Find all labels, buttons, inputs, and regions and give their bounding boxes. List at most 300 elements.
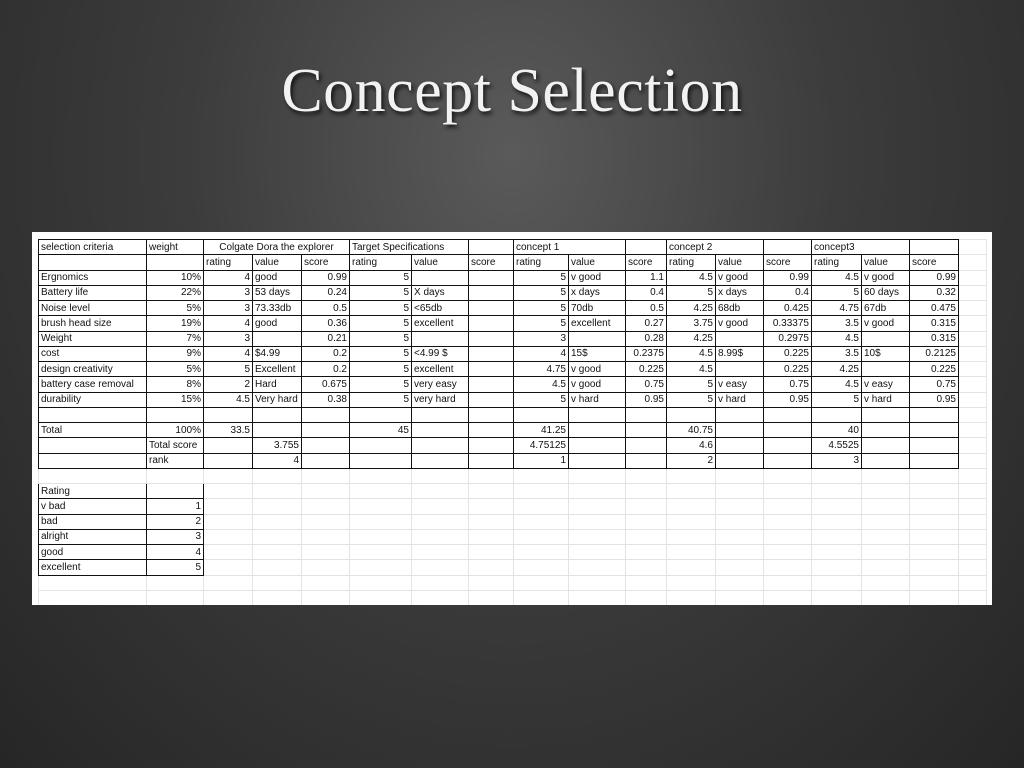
empty-cell — [569, 407, 626, 422]
empty-cell — [716, 590, 764, 605]
data-cell — [469, 346, 514, 361]
data-cell: 4.25 — [667, 301, 716, 316]
empty-cell — [253, 499, 302, 514]
data-cell: 0.21 — [302, 331, 350, 346]
empty-cell — [469, 529, 514, 544]
empty-cell — [667, 484, 716, 499]
data-cell: 1 — [514, 453, 569, 468]
empty-cell — [302, 499, 350, 514]
empty-cell — [469, 514, 514, 529]
empty-cell — [569, 499, 626, 514]
empty-cell — [514, 499, 569, 514]
data-cell — [569, 453, 626, 468]
subheader-cell: value — [412, 255, 469, 270]
empty-cell — [302, 468, 350, 483]
empty-cell — [253, 407, 302, 422]
data-cell: 5 — [350, 316, 412, 331]
data-cell — [253, 331, 302, 346]
empty-cell — [812, 407, 862, 422]
data-cell: v good — [569, 270, 626, 285]
data-cell — [862, 331, 910, 346]
data-cell: 1.1 — [626, 270, 667, 285]
empty-cell — [764, 484, 812, 499]
empty-cell — [959, 362, 987, 377]
empty-cell — [959, 331, 987, 346]
subheader-cell: score — [626, 255, 667, 270]
data-cell — [412, 331, 469, 346]
data-cell: v easy — [716, 377, 764, 392]
empty-cell — [667, 590, 716, 605]
data-cell: 5 — [514, 301, 569, 316]
data-cell: Hard — [253, 377, 302, 392]
data-cell: 45 — [350, 423, 412, 438]
data-cell: v hard — [862, 392, 910, 407]
empty-cell — [812, 575, 862, 590]
data-cell: excellent — [569, 316, 626, 331]
data-cell: Total score — [147, 438, 204, 453]
data-cell: 10% — [147, 270, 204, 285]
empty-cell — [569, 560, 626, 575]
data-cell: 5 — [350, 346, 412, 361]
data-cell: 0.225 — [764, 346, 812, 361]
data-cell: 4 — [204, 346, 253, 361]
data-cell — [350, 453, 412, 468]
data-cell: 5 — [667, 392, 716, 407]
empty-cell — [959, 590, 987, 605]
empty-cell — [667, 468, 716, 483]
table-row — [39, 270, 987, 285]
data-cell — [412, 423, 469, 438]
data-cell — [469, 438, 514, 453]
data-cell: 19% — [147, 316, 204, 331]
rating-key-header: Rating — [39, 484, 147, 499]
data-cell: 3 — [204, 301, 253, 316]
data-cell — [569, 331, 626, 346]
empty-cell — [204, 575, 253, 590]
empty-cell — [862, 468, 910, 483]
empty-cell — [412, 407, 469, 422]
empty-cell — [910, 560, 959, 575]
data-cell — [39, 438, 147, 453]
data-cell: v good — [716, 316, 764, 331]
empty-cell — [910, 545, 959, 560]
empty-cell — [302, 407, 350, 422]
data-cell: <65db — [412, 301, 469, 316]
data-cell: 4.5 — [667, 346, 716, 361]
data-cell: 0.4 — [626, 285, 667, 300]
data-cell: 5 — [350, 270, 412, 285]
empty-cell — [910, 590, 959, 605]
header-cell: weight — [147, 240, 204, 255]
criteria-label: durability — [39, 392, 147, 407]
empty-cell — [959, 346, 987, 361]
data-cell: 0.2125 — [910, 346, 959, 361]
empty-cell — [302, 529, 350, 544]
data-cell: excellent — [412, 316, 469, 331]
data-cell: 3.5 — [812, 316, 862, 331]
empty-cell — [204, 545, 253, 560]
empty-cell — [626, 407, 667, 422]
empty-cell — [204, 499, 253, 514]
data-cell: x days — [716, 285, 764, 300]
data-cell: 4.25 — [812, 362, 862, 377]
empty-cell — [350, 575, 412, 590]
empty-cell — [764, 407, 812, 422]
data-cell — [469, 362, 514, 377]
data-cell: 4.75 — [812, 301, 862, 316]
rating-key-value: 1 — [147, 499, 204, 514]
empty-cell — [204, 407, 253, 422]
subheader-cell — [39, 255, 147, 270]
data-cell — [412, 270, 469, 285]
empty-cell — [302, 484, 350, 499]
empty-cell — [469, 499, 514, 514]
data-cell — [469, 270, 514, 285]
data-cell: 3.755 — [253, 438, 302, 453]
empty-cell — [302, 590, 350, 605]
empty-row — [39, 590, 987, 605]
subheader-cell: rating — [350, 255, 412, 270]
empty-cell — [412, 575, 469, 590]
empty-cell — [910, 514, 959, 529]
empty-cell — [764, 560, 812, 575]
data-cell: 4.5525 — [812, 438, 862, 453]
data-cell: 15% — [147, 392, 204, 407]
data-cell — [350, 438, 412, 453]
data-cell: good — [253, 270, 302, 285]
empty-cell — [716, 499, 764, 514]
empty-cell — [253, 560, 302, 575]
data-cell: 0.95 — [910, 392, 959, 407]
data-cell — [469, 423, 514, 438]
empty-cell — [667, 499, 716, 514]
data-cell: 0.32 — [910, 285, 959, 300]
subheader-cell: value — [862, 255, 910, 270]
empty-cell — [514, 590, 569, 605]
slide-title: Concept Selection — [281, 57, 743, 125]
subheader-cell — [147, 255, 204, 270]
data-cell: 5 — [350, 285, 412, 300]
data-cell: v easy — [862, 377, 910, 392]
data-cell: rank — [147, 453, 204, 468]
data-cell: v good — [569, 362, 626, 377]
empty-cell — [910, 407, 959, 422]
data-cell — [412, 453, 469, 468]
data-cell: 5 — [514, 285, 569, 300]
data-cell: v good — [569, 377, 626, 392]
empty-cell — [667, 545, 716, 560]
empty-cell — [667, 560, 716, 575]
data-cell: 0.36 — [302, 316, 350, 331]
empty-cell — [412, 560, 469, 575]
empty-cell — [959, 316, 987, 331]
empty-cell — [147, 407, 204, 422]
subheader-cell: score — [910, 255, 959, 270]
empty-cell — [716, 545, 764, 560]
empty-cell — [412, 468, 469, 483]
empty-cell — [147, 575, 204, 590]
data-cell — [626, 453, 667, 468]
empty-cell — [812, 514, 862, 529]
data-cell — [626, 438, 667, 453]
data-cell: 33.5 — [204, 423, 253, 438]
empty-cell — [412, 499, 469, 514]
data-cell: 5 — [350, 362, 412, 377]
data-cell: 0.99 — [764, 270, 812, 285]
empty-cell — [302, 545, 350, 560]
empty-cell — [716, 484, 764, 499]
data-cell: 5 — [667, 377, 716, 392]
data-cell — [716, 362, 764, 377]
empty-cell — [39, 407, 147, 422]
data-cell — [764, 423, 812, 438]
data-cell — [569, 438, 626, 453]
empty-cell — [959, 560, 987, 575]
data-cell — [469, 453, 514, 468]
empty-cell — [204, 514, 253, 529]
empty-cell — [910, 575, 959, 590]
data-cell: 8% — [147, 377, 204, 392]
data-cell: 5 — [204, 362, 253, 377]
data-cell — [716, 453, 764, 468]
empty-cell — [862, 499, 910, 514]
total-row — [39, 423, 987, 438]
empty-cell — [716, 514, 764, 529]
data-cell: 9% — [147, 346, 204, 361]
data-cell: <4.99 $ — [412, 346, 469, 361]
data-cell: Excellent — [253, 362, 302, 377]
rating-key-label: v bad — [39, 499, 147, 514]
data-cell: 0.24 — [302, 285, 350, 300]
data-cell: 4 — [204, 316, 253, 331]
data-cell — [469, 301, 514, 316]
data-cell: 3 — [204, 285, 253, 300]
data-cell: v hard — [569, 392, 626, 407]
data-cell: 70db — [569, 301, 626, 316]
empty-cell — [204, 468, 253, 483]
data-cell: 0.2975 — [764, 331, 812, 346]
data-cell: 0.475 — [910, 301, 959, 316]
empty-cell — [764, 529, 812, 544]
data-cell: 40 — [812, 423, 862, 438]
data-cell: 3 — [812, 453, 862, 468]
data-cell — [862, 453, 910, 468]
empty-cell — [569, 575, 626, 590]
empty-cell — [959, 468, 987, 483]
data-cell: 4.5 — [514, 377, 569, 392]
empty-cell — [514, 575, 569, 590]
data-cell: 5% — [147, 362, 204, 377]
subheader-cell: rating — [667, 255, 716, 270]
data-cell — [302, 453, 350, 468]
data-cell: 0.75 — [764, 377, 812, 392]
empty-cell — [253, 545, 302, 560]
rating-key-value: 2 — [147, 514, 204, 529]
empty-cell — [253, 468, 302, 483]
subheader-cell: score — [764, 255, 812, 270]
data-cell: 0.5 — [302, 301, 350, 316]
data-cell: v hard — [716, 392, 764, 407]
table-row — [39, 301, 987, 316]
empty-cell — [764, 575, 812, 590]
header-cell — [626, 240, 667, 255]
criteria-label: brush head size — [39, 316, 147, 331]
data-cell — [469, 331, 514, 346]
criteria-label: Weight — [39, 331, 147, 346]
data-cell: 100% — [147, 423, 204, 438]
empty-cell — [812, 560, 862, 575]
empty-cell — [469, 575, 514, 590]
data-cell: Very hard — [253, 392, 302, 407]
data-cell — [862, 438, 910, 453]
empty-cell — [350, 560, 412, 575]
empty-cell — [910, 468, 959, 483]
subheader-cell: rating — [812, 255, 862, 270]
empty-cell — [302, 575, 350, 590]
empty-cell — [626, 590, 667, 605]
empty-cell — [812, 590, 862, 605]
data-cell: 4.75 — [514, 362, 569, 377]
empty-cell — [812, 468, 862, 483]
data-cell: very easy — [412, 377, 469, 392]
data-cell: 0.5 — [626, 301, 667, 316]
data-cell — [204, 453, 253, 468]
data-cell: 4.5 — [204, 392, 253, 407]
empty-cell — [350, 529, 412, 544]
data-cell: 0.38 — [302, 392, 350, 407]
empty-cell — [959, 514, 987, 529]
empty-cell — [514, 545, 569, 560]
data-cell — [716, 438, 764, 453]
empty-cell — [469, 468, 514, 483]
empty-cell — [412, 590, 469, 605]
subheader-cell: score — [469, 255, 514, 270]
data-cell: 0.225 — [910, 362, 959, 377]
header-group-concept3: concept3 — [812, 240, 910, 255]
empty-cell — [302, 560, 350, 575]
data-cell — [716, 331, 764, 346]
table-row — [39, 316, 987, 331]
empty-cell — [959, 285, 987, 300]
data-cell: 60 days — [862, 285, 910, 300]
data-cell: very hard — [412, 392, 469, 407]
empty-cell — [910, 499, 959, 514]
data-cell: 3 — [514, 331, 569, 346]
data-cell: 2 — [667, 453, 716, 468]
data-cell: 5 — [350, 301, 412, 316]
data-cell: 4.5 — [812, 331, 862, 346]
data-cell: 0.99 — [910, 270, 959, 285]
data-cell: 5 — [667, 285, 716, 300]
table-row — [39, 362, 987, 377]
empty-cell — [862, 484, 910, 499]
data-cell: v good — [716, 270, 764, 285]
empty-cell — [959, 240, 987, 255]
empty-cell — [812, 529, 862, 544]
data-cell: v good — [862, 270, 910, 285]
data-cell — [910, 438, 959, 453]
data-cell: 4.75125 — [514, 438, 569, 453]
empty-cell — [764, 545, 812, 560]
empty-cell — [569, 468, 626, 483]
subheader-cell: value — [716, 255, 764, 270]
data-cell: x days — [569, 285, 626, 300]
empty-cell — [959, 545, 987, 560]
data-cell: 5 — [514, 316, 569, 331]
subheader-row — [39, 255, 987, 270]
data-cell: 10$ — [862, 346, 910, 361]
rating-key-row — [39, 560, 987, 575]
empty-cell — [204, 484, 253, 499]
data-cell: 0.95 — [764, 392, 812, 407]
header-cell — [910, 240, 959, 255]
data-cell: 5 — [514, 392, 569, 407]
empty-cell — [569, 514, 626, 529]
empty-cell — [350, 407, 412, 422]
data-cell: 7% — [147, 331, 204, 346]
data-cell: 0.315 — [910, 331, 959, 346]
empty-cell — [469, 545, 514, 560]
data-cell: 73.33db — [253, 301, 302, 316]
table-row — [39, 331, 987, 346]
criteria-label: Noise level — [39, 301, 147, 316]
empty-cell — [626, 484, 667, 499]
data-cell: X days — [412, 285, 469, 300]
empty-cell — [569, 529, 626, 544]
data-cell: 4.5 — [667, 362, 716, 377]
header-row — [39, 240, 987, 255]
empty-cell — [910, 484, 959, 499]
empty-cell — [959, 499, 987, 514]
empty-cell — [667, 529, 716, 544]
empty-cell — [253, 529, 302, 544]
empty-cell — [812, 499, 862, 514]
empty-cell — [764, 514, 812, 529]
empty-cell — [667, 575, 716, 590]
data-cell: 2 — [204, 377, 253, 392]
empty-cell — [667, 407, 716, 422]
empty-cell — [959, 529, 987, 544]
empty-cell — [147, 590, 204, 605]
empty-cell — [959, 484, 987, 499]
data-cell — [204, 438, 253, 453]
rating-key-value: 3 — [147, 529, 204, 544]
empty-cell — [959, 407, 987, 422]
data-cell — [39, 453, 147, 468]
empty-cell — [716, 407, 764, 422]
empty-cell — [959, 423, 987, 438]
empty-cell — [716, 560, 764, 575]
table-row — [39, 346, 987, 361]
empty-cell — [350, 468, 412, 483]
data-cell: 5 — [350, 377, 412, 392]
data-cell: 4.5 — [667, 270, 716, 285]
empty-cell — [412, 529, 469, 544]
data-cell: 0.27 — [626, 316, 667, 331]
data-cell: 0.4 — [764, 285, 812, 300]
empty-cell — [469, 560, 514, 575]
data-cell — [253, 423, 302, 438]
empty-cell — [514, 514, 569, 529]
empty-cell — [514, 468, 569, 483]
data-cell: 0.99 — [302, 270, 350, 285]
empty-cell — [469, 590, 514, 605]
empty-cell — [959, 301, 987, 316]
data-cell: 4 — [514, 346, 569, 361]
data-cell: 41.25 — [514, 423, 569, 438]
rating-key-label: alright — [39, 529, 147, 544]
data-cell: 0.315 — [910, 316, 959, 331]
